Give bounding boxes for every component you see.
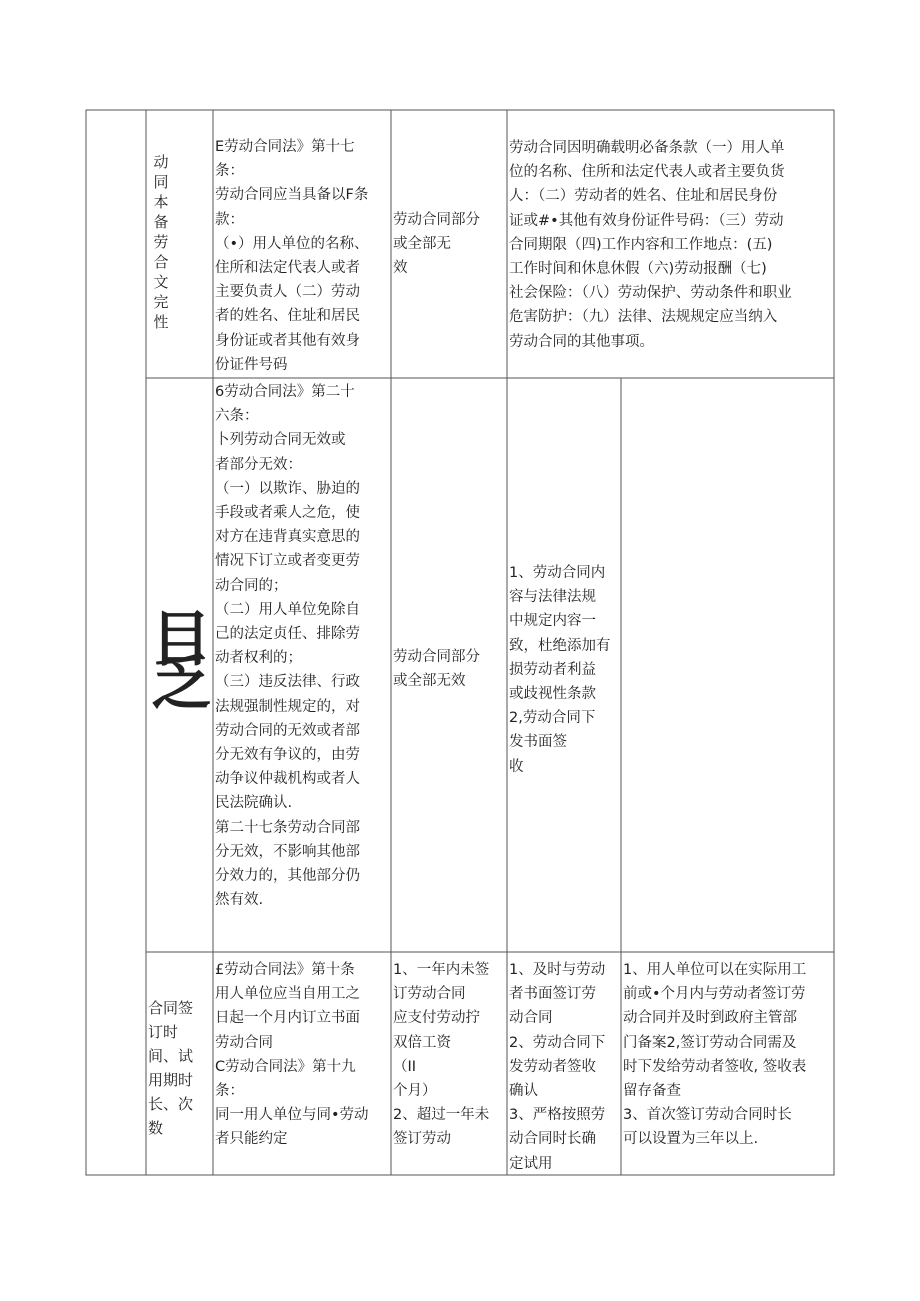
row2-category: 目 乏 — [151, 605, 209, 719]
row3-remark: 1、用人单位可以在实际用工 前或•个月内与劳动者签订劳 动合同并及时到政府主管部 门备案2,签订劳动合同需及 时下发给劳动者签收, 签收表 留存备查 3、首次签订劳动合同时长 可以设置为三年以上. — [623, 962, 807, 1148]
row3-category: 合同签 订时 间、试 用期时 长、次 数 — [148, 999, 194, 1137]
row3-consequence: 1、一年内未签 订劳动合同 应支付劳动拧 双倍工资 （II 个月） 2、超过一年未 签订劳动 — [393, 962, 490, 1148]
row3-law-text: £劳动合同法》第十条 用人单位应当自用工之 日起一个月内订立书面 劳动合同 C劳动合同法》第十九 条： 同一用人单位与同•劳动 者只能约定 — [215, 962, 369, 1148]
row3-measure: 1、及时与劳动 者书面签订劳 动合同 2、劳动合同下 发劳动者签收 确认 3、严格按照劳 动合同时长确 定试用 — [509, 962, 606, 1172]
row1-consequence: 劳动合同部分 或全部无 效 — [393, 212, 480, 277]
row1-law-text: E劳动合同法》第十七 条： 劳动合同应当具备以F条 款： （•）用人单位的名称、 住所和法定代表人或者 主要负责人（二）劳动 者的姓名、住址和居民 身份证或者其他有效身 份证件号码 — [215, 139, 369, 373]
row2-measure: 1、劳动合同内 容与法律法规 中规定内容一 致，杜绝添加有 损劳动者利益 或歧视性条款 2,劳动合同下 发书面签 收 — [509, 565, 611, 775]
row1-requirement: 劳动合同因明确载明必备条款（一）用人单 位的名称、住所和法定代表人或者主要负货 人：（二）劳动者的姓名、住址和居民身份 证或#•其他有效身份证件号码：（三）劳动 合同期限（四)工作内容和工作地点：(五) 工作时间和休息休假（六)劳动报酬（七) 社会保险：（八）劳动保护、劳动条件和职业 危害防护：（九）法律、法规规定应当纳入 劳动合同的其他事项。 — [509, 140, 792, 350]
row1-category: 动 同 本 备 劳 合 文 完 性 — [153, 153, 169, 331]
row2-consequence: 劳动合同部分 或全部无效 — [393, 649, 480, 690]
row2-law-text: 6劳动合同法》第二十 六条： 卜列劳动合同无效或 者部分无效： （一）以欺诈、胁迫的 手段或者乘人之危，使 对方在违背真实意思的 情况下订立或者变更劳 动合同的； （二）用人单位免除自 己的法定贞任、排除劳 动者权利的； （三）违反法律、行政 法规强制性规定的，对 劳动合同的无效或者部 分无效有争议的，由劳 动争议仲裁机构或者人 民法院确认. 第二十七条劳动合同部 分无效，不影响其他部 分效力的，其他部分仍 然有效. — [215, 384, 360, 909]
